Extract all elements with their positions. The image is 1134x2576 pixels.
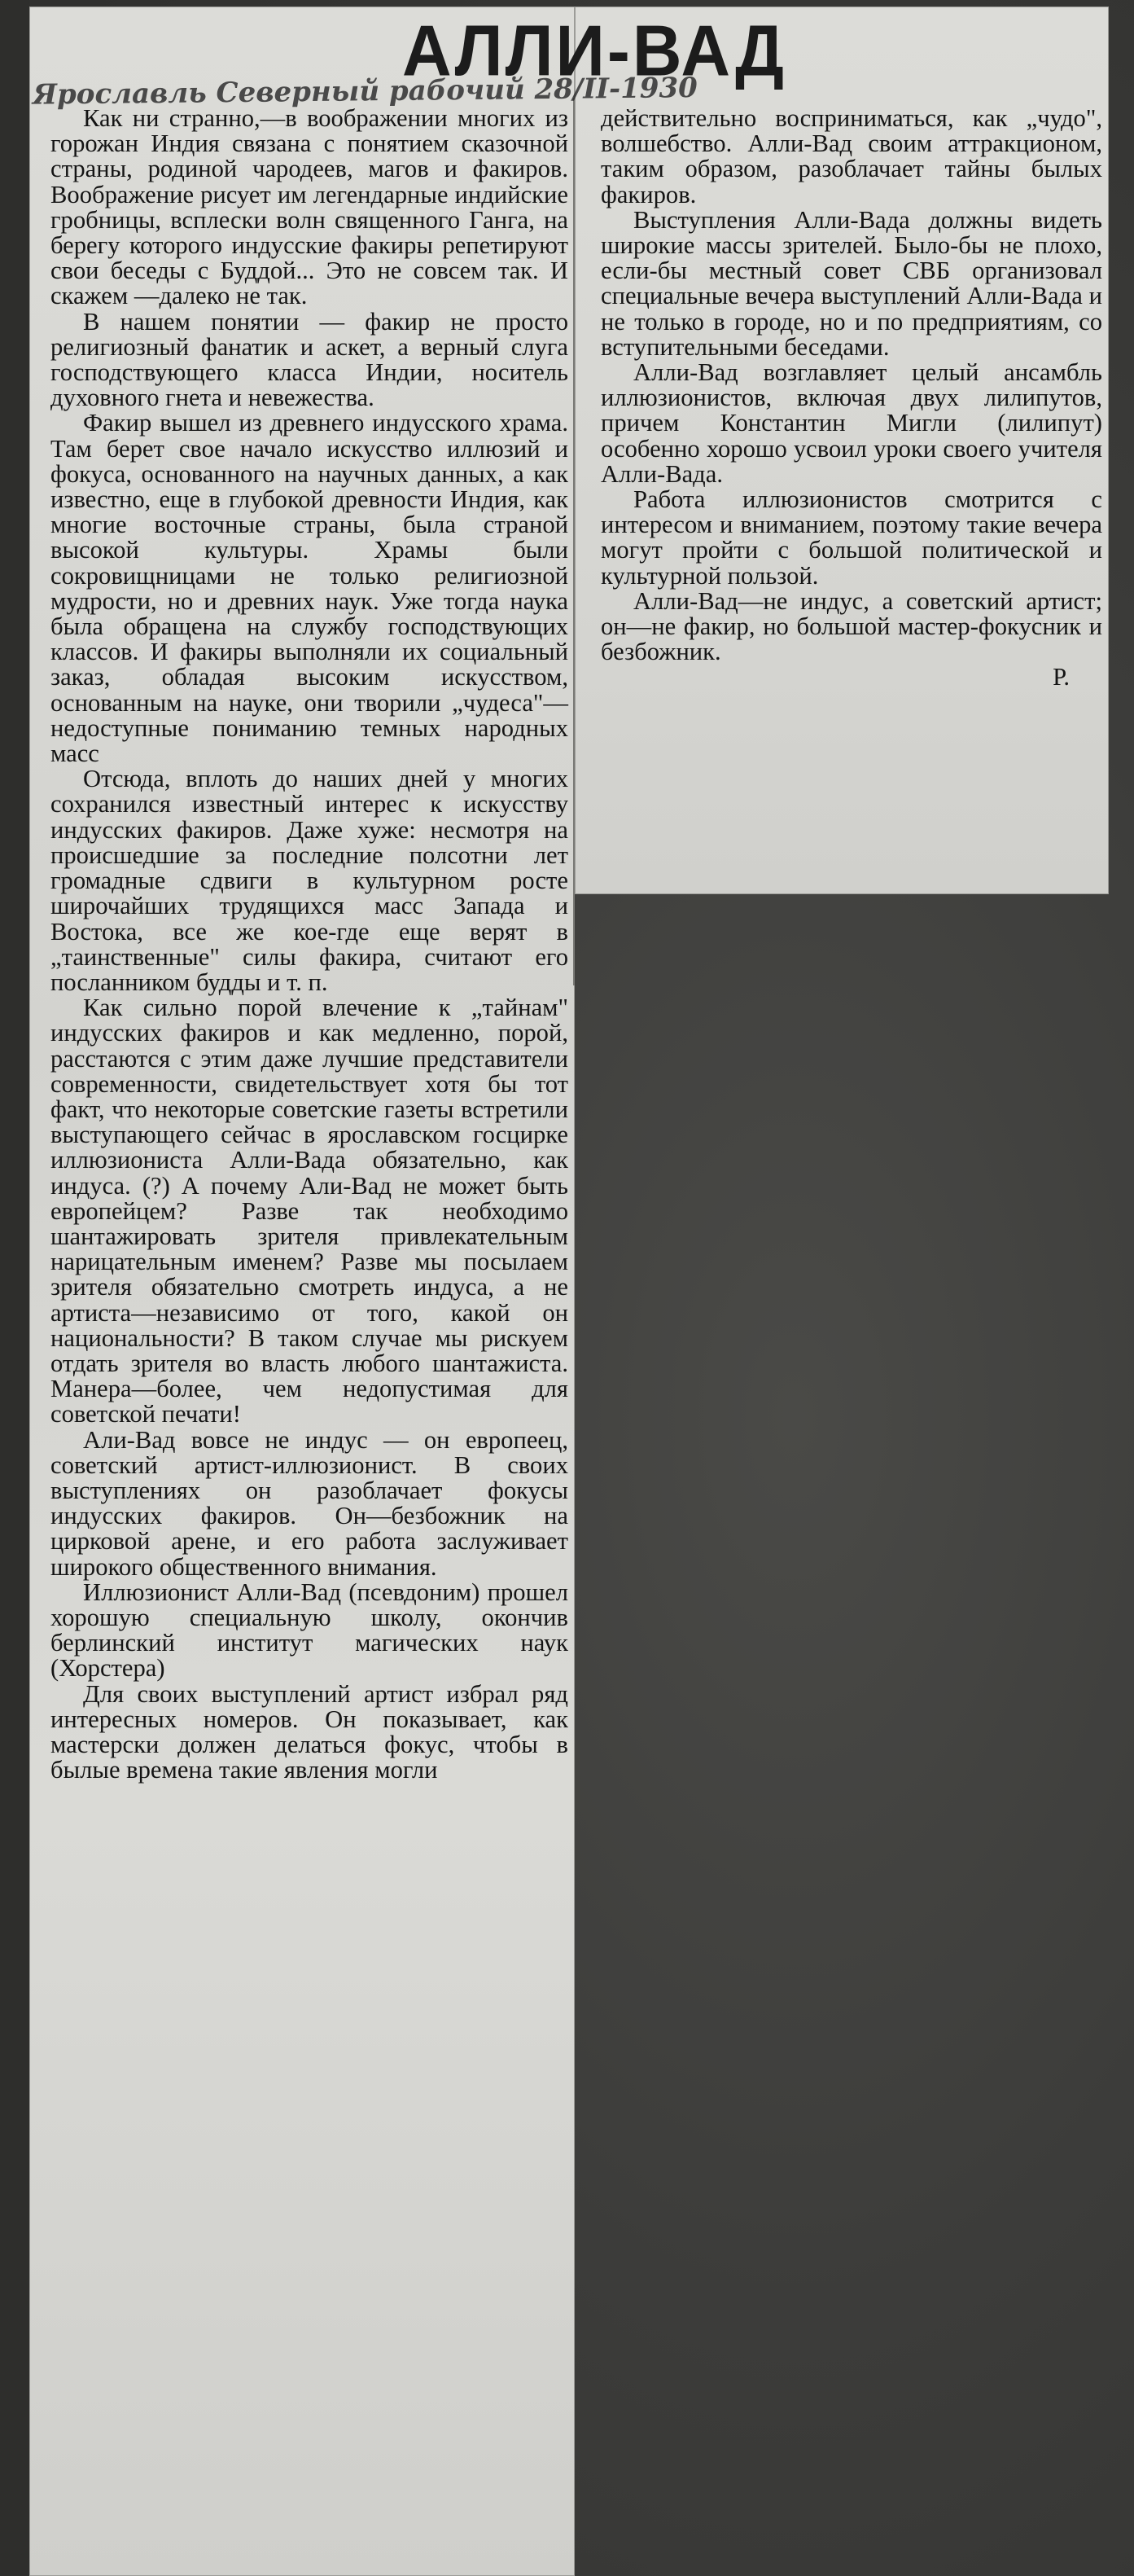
- paragraph: Как сильно порой влечение к „тайнам" индусских факиров и как медленно, порой, расстаются с этим даже лучшие представители современности, свидетельствует хотя бы тот факт, что некоторые советские газеты встретили выступающего сейчас в ярославском госцирке иллюзиониста Алли-Вада обязательно, как индуса. (?) А почему Али-Вад не может быть европейцем? Разве так необходимо шантажировать зрителя привлекательным нарицательным именем? Разве мы посылаем зрителя обязательно смотреть индуса, а не артиста—независимо от того, какой он национальности? В таком случае мы рискуем отдать зрителя во власть любого шантажиста. Манера—более, чем недопустимая для советской печати!: [50, 994, 568, 1428]
- paragraph: действительно восприниматься, как „чудо", волшебство. Алли-Вад своим аттракционом, таким образом, разоблачает тайны былых факиров.: [601, 104, 1102, 208]
- author-signoff: Р.: [1053, 663, 1070, 691]
- paragraph: Как ни странно,—в воображении многих из горожан Индия связана с понятием сказочной страны, родиной чародеев, магов и факиров. Воображение рисует им легендарные индийские гробницы, всплески волн священного Ганга, на берегу которого индусские факиры репетируют свои беседы с Буддой... Это не совсем так. И скажем —далеко не так.: [50, 104, 568, 310]
- column-rule: [573, 98, 575, 985]
- paragraph: Выступления Алли-Вада должны видеть широкие массы зрителей. Было-бы не плохо, если-бы местный совет СВБ организовал специальные вечера выступлений Алли-Вада и не только в городе, но и по предприятиям, со вступительными беседами.: [601, 205, 1102, 361]
- scan-left-edge: [0, 0, 29, 2576]
- paragraph: Работа иллюзионистов смотрится с интересом и вниманием, поэтому такие вечера могут пройти с большой политической и культурной пользой.: [601, 485, 1102, 590]
- article-right-column: [601, 106, 1102, 691]
- article-headline: АЛЛИ-ВАД: [401, 10, 786, 91]
- paragraph: В нашем понятии — факир не просто религиозный фанатик и аскет, а верный слуга господствующего класса Индии, носитель духовного гнета и невежества.: [50, 307, 568, 412]
- paragraph: Иллюзионист Алли-Вад (псевдоним) прошел хорошую специальную школу, окончив берлинский институт магических наук (Хорстера): [50, 1578, 568, 1683]
- paragraph: Алли-Вад—не индус, а советский артист; он—не факир, но большой мастер-фокусник и безбожник.: [601, 586, 1102, 666]
- paragraph: Отсюда, вплоть до наших дней у многих сохранился известный интерес к искусству индусских факиров. Даже хуже: несмотря на происшедшие за последние полсотни лет громадные сдвиги в культурном росте широчайших трудящихся масс Запада и Востока, все же кое-где еще верят в „таинственные" силы факира, считают его посланником будды и т. п.: [50, 765, 568, 996]
- paragraph: Для своих выступлений артист избрал ряд интересных номеров. Он показывает, как мастерски должен делаться фокус, чтобы в былые времена такие явления могли: [50, 1679, 568, 1784]
- handwritten-source-note: Ярославль Северный рабочий 28/II-1930: [32, 72, 698, 112]
- paragraph: Али-Вад вовсе не индус — он европеец, советский артист-иллюзионист. В своих выступлениях он разоблачает фокусы индусских факиров. Он—безбожник на цирковой арене, и его работа заслуживает широкого общественного внимания.: [50, 1425, 568, 1581]
- paragraph: Факир вышел из древнего индусского храма. Там берет свое начало искусство иллюзий и фокуса, основанного на научных данных, а как известно, еще в глубокой древности Индия, как многие восточные страны, была страной высокой культуры. Храмы были сокровищницами не только религиозной мудрости, но и древних наук. Уже тогда наука была обращена на службу господствующих классов. И факиры выполняли их социальный заказ, обладая высоким искусством, основанным на науке, они творили „чудеса"—недоступные пониманию темных народных масс: [50, 409, 568, 768]
- paragraph: Алли-Вад возглавляет целый ансамбль иллюзионистов, включая двух лилипутов, причем Константин Мигли (лилипут) особенно хорошо усвоил уроки своего учителя Алли-Вада.: [601, 358, 1102, 488]
- article-left-column: [50, 106, 568, 1783]
